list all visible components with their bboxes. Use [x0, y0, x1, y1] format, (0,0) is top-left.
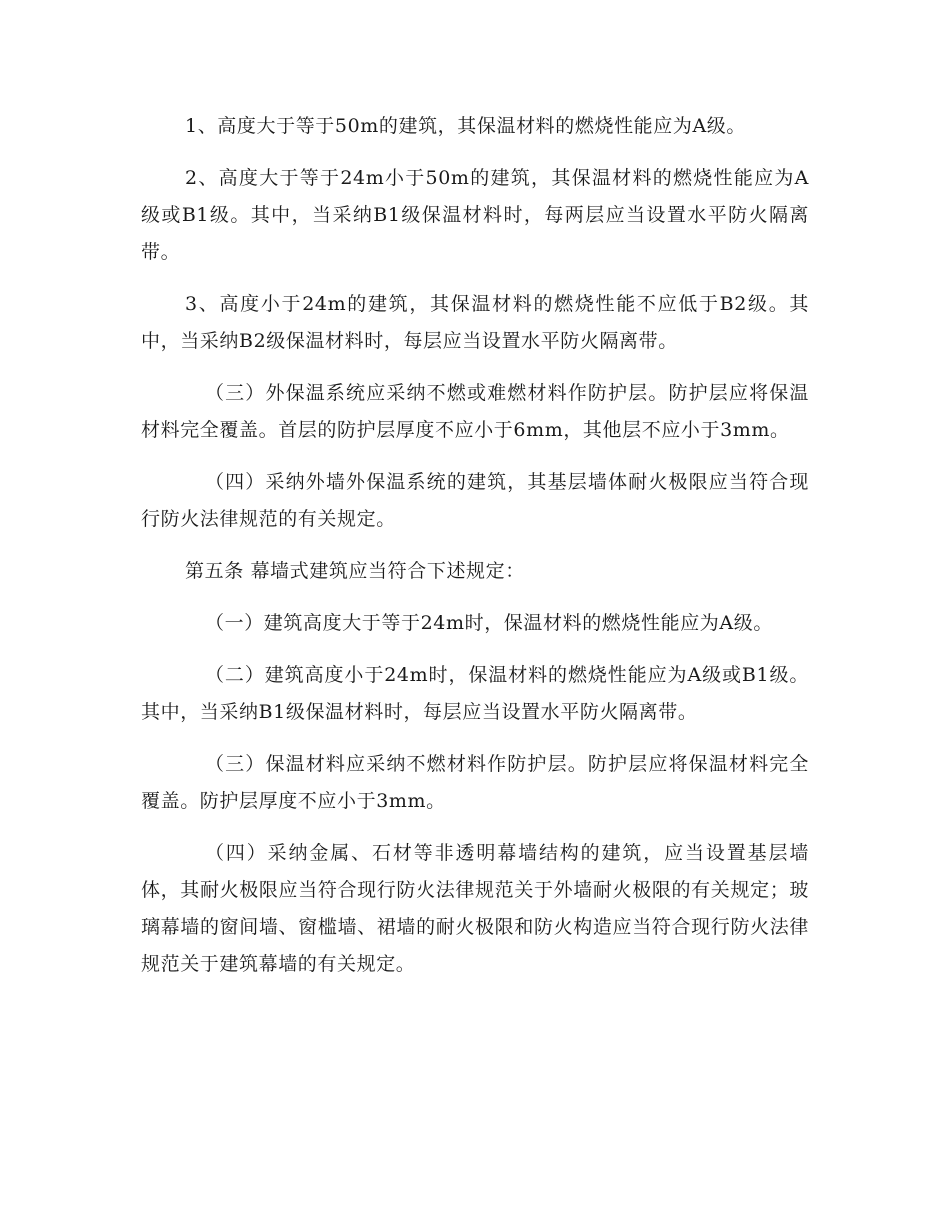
paragraph-article5-2: （二）建筑高度小于24m时，保温材料的燃烧性能应为A级或B1级。其中，当采纳B1级保温材料时，每层应当设置水平防火隔离带。 — [141, 664, 809, 723]
paragraph-section-4: （四）采纳外墙外保温系统的建筑，其基层墙体耐火极限应当符合现行防火法律规范的有关规定。 — [141, 471, 809, 530]
paragraph-article5-3: （三）保温材料应采纳不燃材料作防护层。防护层应将保温材料完全覆盖。防护层厚度不应小于3mm。 — [141, 753, 809, 812]
paragraph-item-2: 2、高度大于等于24m小于50m的建筑，其保温材料的燃烧性能应为A级或B1级。其中，当采纳B1级保温材料时，每两层应当设置水平防火隔离带。 — [141, 167, 809, 263]
paragraph-article5-1: （一）建筑高度大于等于24m时，保温材料的燃烧性能应为A级。 — [205, 612, 773, 634]
document-body — [141, 108, 809, 998]
paragraph-item-1: 1、高度大于等于50m的建筑，其保温材料的燃烧性能应为A级。 — [185, 115, 747, 137]
paragraph-section-3: （三）外保温系统应采纳不燃或难燃材料作防护层。防护层应将保温材料完全覆盖。首层的防护层厚度不应小于6mm，其他层不应小于3mm。 — [141, 382, 809, 441]
paragraph-item-3: 3、高度小于24m的建筑，其保温材料的燃烧性能不应低于B2级。其中，当采纳B2级保温材料时，每层应当设置水平防火隔离带。 — [141, 293, 809, 352]
paragraph-article5-4: （四）采纳金属、石材等非透明幕墙结构的建筑，应当设置基层墙体，其耐火极限应当符合现行防火法律规范关于外墙耐火极限的有关规定；玻璃幕墙的窗间墙、窗槛墙、裙墙的耐火极限和防火构造应当符合现行防火法律规范关于建筑幕墙的有关规定。 — [141, 842, 809, 975]
article-five-heading: 第五条 幕墙式建筑应当符合下述规定： — [185, 560, 525, 582]
